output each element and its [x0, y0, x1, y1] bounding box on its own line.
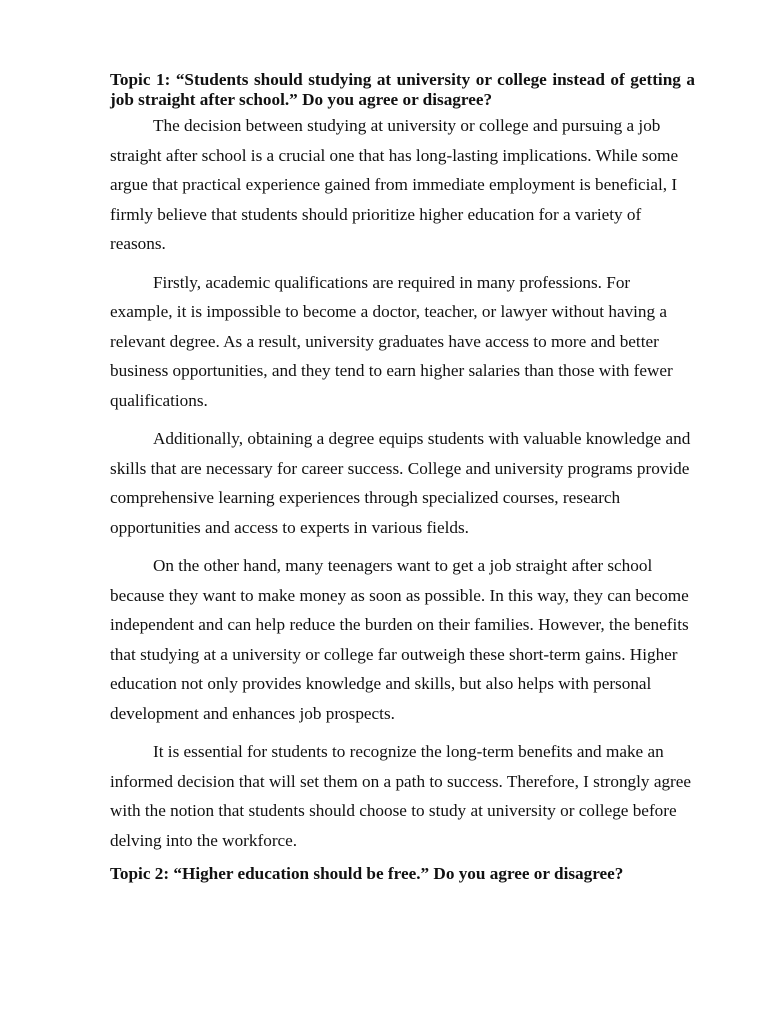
- essay-paragraph-2: Firstly, academic qualifications are required in many professions. For example, it is impossible to become a doctor, teacher, or lawyer without having a relevant degree. As a result, university graduates have access to more and better business opportunities, and they tend to earn higher salaries than those with fewer qualifications.: [110, 272, 673, 410]
- topic-2-heading: Topic 2: “Higher education should be free.” Do you agree or disagree?: [110, 864, 624, 883]
- topic-1-heading: Topic 1: “Students should studying at university or college instead of getting a job straight after school.” Do you agree or disagree?: [110, 70, 695, 109]
- essay-paragraph-4: On the other hand, many teenagers want to get a job straight after school because they want to make money as soon as possible. In this way, they can become independent and can help reduce the burden on their families. However, the benefits that studying at a university or college far outweigh these short-term gains. Higher education not only provides knowledge and skills, but also helps with personal development and enhances job prospects.: [110, 556, 689, 723]
- essay-paragraph-1: The decision between studying at university or college and pursuing a job straight after school is a crucial one that has long-lasting implications. While some argue that practical experience gained from immediate employment is beneficial, I firmly believe that students should prioritize higher education for a variety of reasons.: [110, 116, 679, 253]
- essay-paragraph-3: Additionally, obtaining a degree equips students with valuable knowledge and skills that are necessary for career success. College and university programs provide comprehensive learning experiences through specialized courses, research opportunities and access to experts in various fields.: [110, 429, 691, 537]
- essay-paragraph-5: It is essential for students to recognize the long-term benefits and make an informed decision that will set them on a path to success. Therefore, I strongly agree with the notion that students should choose to study at university or college before delving into the workforce.: [110, 742, 692, 850]
- document-page: [110, 70, 695, 884]
